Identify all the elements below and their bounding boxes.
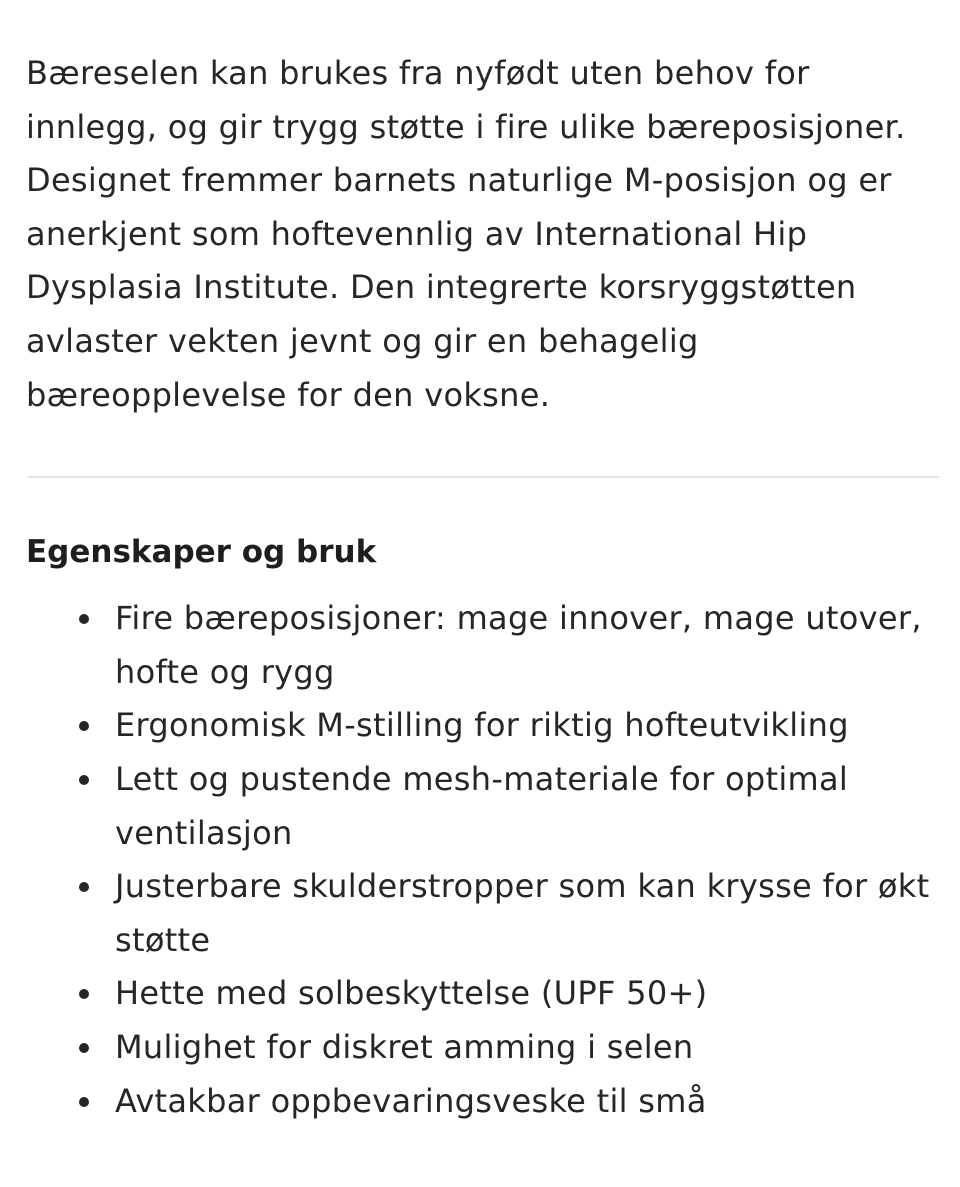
bullet-icon: [79, 1043, 89, 1053]
bullet-icon: [79, 775, 89, 785]
section-divider: [28, 476, 939, 478]
list-item: [115, 1021, 941, 1075]
description-paragraph: Bæreselen kan brukes fra nyfødt uten behov for innlegg, og gir trygg støtte i fire ulike bæreposisjoner. Designet fremmer barnets naturlige M-posisjon og er anerkjent som hoftevennlig av International Hip Dysplasia Institute. Den integrerte korsryggstøtten avlaster vekten jevnt og gir en behagelig bæreopplevelse for den voksne.: [26, 54, 906, 414]
list-item-text: Justerbare skulderstropper som kan krysse for økt støtte: [115, 867, 930, 959]
list-item: [115, 967, 941, 1021]
bullet-icon: [79, 721, 89, 731]
list-item: [115, 699, 941, 753]
bullet-icon: [79, 614, 89, 624]
list-item: [115, 753, 941, 860]
list-item: [115, 860, 941, 967]
list-item-text: Hette med solbeskyttelse (UPF 50+): [115, 974, 708, 1013]
bullet-icon: [79, 882, 89, 892]
features-heading: Egenskaper og bruk: [26, 534, 377, 571]
list-item-text: Fire bæreposisjoner: mage innover, mage utover, hofte og rygg: [115, 599, 922, 691]
product-description: [26, 47, 941, 1128]
features-list: [26, 592, 941, 1128]
list-item-text: Ergonomisk M-stilling for riktig hofteutvikling: [115, 706, 849, 745]
bullet-icon: [79, 1097, 89, 1107]
list-item-text: Lett og pustende mesh-materiale for optimal ventilasjon: [115, 759, 849, 852]
list-item-text: Mulighet for diskret amming i selen: [115, 1027, 694, 1066]
bullet-icon: [79, 989, 89, 999]
list-item: [115, 1075, 941, 1129]
list-item: [115, 592, 941, 699]
list-item-text: Avtakbar oppbevaringsveske til små: [115, 1081, 707, 1120]
